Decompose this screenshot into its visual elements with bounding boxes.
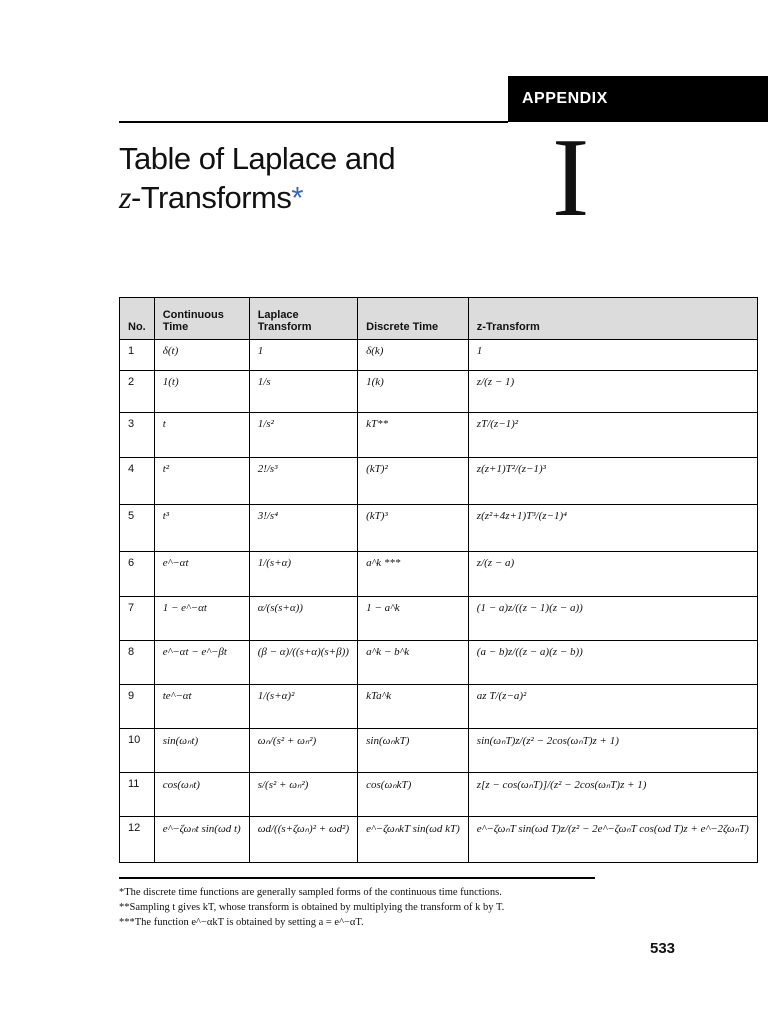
cell-no: 2: [120, 371, 155, 413]
cell-laplace-transform: 3!/s⁴: [249, 505, 357, 552]
footnote-rule: [119, 877, 595, 879]
footnote-3: ***The function e^−αkT is obtained by setting a = e^−αT.: [119, 917, 364, 928]
cell-no: 12: [120, 817, 155, 863]
cell-no: 8: [120, 641, 155, 685]
cell-laplace-transform: 2!/s³: [249, 458, 357, 505]
header-discrete-time: Discrete Time: [358, 298, 469, 340]
table-row: [120, 505, 758, 552]
title-line1: Table of Laplace and: [119, 141, 396, 176]
footnote-1: *The discrete time functions are generally sampled forms of the continuous time functions.: [119, 887, 502, 898]
table-header-row: [120, 298, 758, 340]
cell-discrete-time: 1 − a^k: [358, 597, 469, 641]
cell-laplace-transform: α/(s(s+α)): [249, 597, 357, 641]
cell-discrete-time: a^k − b^k: [358, 641, 469, 685]
cell-no: 7: [120, 597, 155, 641]
table-row: [120, 597, 758, 641]
table-row: [120, 685, 758, 729]
cell-z-transform: z/(z − 1): [468, 371, 757, 413]
cell-continuous-time: e^−αt − e^−βt: [154, 641, 249, 685]
table-body: [120, 340, 758, 863]
page-title: [119, 140, 395, 217]
cell-continuous-time: e^−ζωₙt sin(ωd t): [154, 817, 249, 863]
table-row: [120, 773, 758, 817]
cell-z-transform: (1 − a)z/((z − 1)(z − a)): [468, 597, 757, 641]
appendix-banner: [508, 76, 768, 122]
cell-laplace-transform: ωd/((s+ζωₙ)² + ωd²): [249, 817, 357, 863]
cell-laplace-transform: 1/(s+α)²: [249, 685, 357, 729]
cell-discrete-time: a^k ***: [358, 552, 469, 597]
cell-continuous-time: e^−αt: [154, 552, 249, 597]
cell-no: 1: [120, 340, 155, 371]
header-no: No.: [120, 298, 155, 340]
table-row: [120, 371, 758, 413]
table-row: [120, 641, 758, 685]
cell-laplace-transform: (β − α)/((s+α)(s+β)): [249, 641, 357, 685]
cell-no: 5: [120, 505, 155, 552]
cell-discrete-time: kT**: [358, 413, 469, 458]
cell-continuous-time: t: [154, 413, 249, 458]
cell-discrete-time: (kT)³: [358, 505, 469, 552]
cell-z-transform: e^−ζωₙT sin(ωd T)z/(z² − 2e^−ζωₙT cos(ωd T)z + e^−2ζωₙT): [468, 817, 757, 863]
cell-z-transform: az T/(z−a)²: [468, 685, 757, 729]
cell-z-transform: zT/(z−1)²: [468, 413, 757, 458]
cell-laplace-transform: 1: [249, 340, 357, 371]
cell-continuous-time: sin(ωₙt): [154, 729, 249, 773]
cell-continuous-time: 1 − e^−αt: [154, 597, 249, 641]
cell-no: 11: [120, 773, 155, 817]
cell-continuous-time: 1(t): [154, 371, 249, 413]
title-star: *: [291, 180, 303, 215]
table-row: [120, 413, 758, 458]
cell-continuous-time: te^−αt: [154, 685, 249, 729]
table-row: [120, 817, 758, 863]
title-line2: -Transforms: [130, 180, 292, 215]
appendix-roman-numeral: I: [552, 116, 590, 240]
cell-z-transform: (a − b)z/((z − a)(z − b)): [468, 641, 757, 685]
cell-laplace-transform: 1/s²: [249, 413, 357, 458]
transform-table: [119, 297, 758, 863]
title-z: z: [119, 179, 131, 215]
page-number: 533: [650, 940, 676, 957]
cell-laplace-transform: 1/(s+α): [249, 552, 357, 597]
table-row: [120, 552, 758, 597]
cell-laplace-transform: s/(s² + ωₙ²): [249, 773, 357, 817]
cell-no: 10: [120, 729, 155, 773]
cell-no: 9: [120, 685, 155, 729]
cell-continuous-time: δ(t): [154, 340, 249, 371]
cell-discrete-time: cos(ωₙkT): [358, 773, 469, 817]
cell-discrete-time: e^−ζωₙkT sin(ωd kT): [358, 817, 469, 863]
cell-laplace-transform: 1/s: [249, 371, 357, 413]
header-laplace: Laplace Transform: [249, 298, 357, 340]
cell-continuous-time: cos(ωₙt): [154, 773, 249, 817]
cell-no: 6: [120, 552, 155, 597]
cell-z-transform: z(z²+4z+1)T³/(z−1)⁴: [468, 505, 757, 552]
table-row: [120, 340, 758, 371]
header-z-transform: z-Transform: [468, 298, 757, 340]
cell-z-transform: 1: [468, 340, 757, 371]
top-rule: [119, 121, 508, 123]
header-continuous-time: Continuous Time: [154, 298, 249, 340]
cell-discrete-time: sin(ωₙkT): [358, 729, 469, 773]
cell-discrete-time: kTa^k: [358, 685, 469, 729]
table-row: [120, 458, 758, 505]
cell-z-transform: sin(ωₙT)z/(z² − 2cos(ωₙT)z + 1): [468, 729, 757, 773]
cell-discrete-time: 1(k): [358, 371, 469, 413]
cell-no: 3: [120, 413, 155, 458]
cell-laplace-transform: ωₙ/(s² + ωₙ²): [249, 729, 357, 773]
appendix-label: APPENDIX: [522, 90, 608, 107]
cell-continuous-time: t²: [154, 458, 249, 505]
cell-z-transform: z/(z − a): [468, 552, 757, 597]
cell-discrete-time: (kT)²: [358, 458, 469, 505]
cell-continuous-time: t³: [154, 505, 249, 552]
cell-no: 4: [120, 458, 155, 505]
cell-z-transform: z(z+1)T²/(z−1)³: [468, 458, 757, 505]
cell-discrete-time: δ(k): [358, 340, 469, 371]
cell-z-transform: z[z − cos(ωₙT)]/(z² − 2cos(ωₙT)z + 1): [468, 773, 757, 817]
footnote-2: **Sampling t gives kT, whose transform is obtained by multiplying the transform of k by T.: [119, 902, 505, 913]
table-row: [120, 729, 758, 773]
footnotes: [119, 885, 639, 930]
